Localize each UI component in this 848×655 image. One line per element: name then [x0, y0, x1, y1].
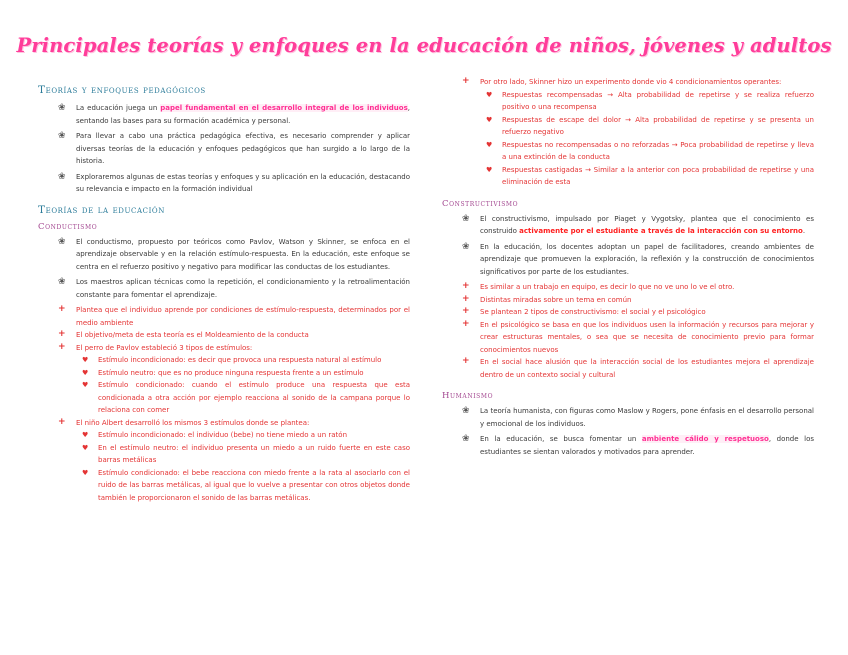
flower-bullet-icon: ❀	[58, 236, 66, 247]
plus-bullet-icon: +	[58, 416, 66, 427]
flower-bullet-icon: ❀	[58, 171, 66, 182]
list-item: + En el social hace alusión que la interacción social de los estudiantes mejora el aprendizaje dentro de un contexto social y cultural	[462, 356, 814, 379]
list-item: + El niño Albert desarrolló los mismos 3 estímulos donde se plantea:	[58, 416, 310, 427]
list-item: + El objetivo/meta de esta teoría es el Moldeamiento de la conducta	[58, 329, 309, 339]
list-item: ♥ Estímulo incondicionado: es decir que provoca una respuesta natural al estímulo	[38, 354, 410, 367]
list-item: + El perro de Pavlov estableció 3 tipos de estímulos:	[58, 341, 253, 352]
left-column	[38, 80, 410, 504]
list-item: + Distintas miradas sobre un tema en común	[462, 293, 632, 304]
subheading-conductismo: Conductismo	[38, 221, 98, 232]
right-column	[442, 76, 814, 461]
heart-bullet-icon: ♥	[82, 443, 89, 452]
list-item: + Es similar a un trabajo en equipo, es decir lo que no ve uno lo ve el otro.	[462, 281, 735, 291]
heart-bullet-icon: ♥	[82, 356, 89, 364]
list-item: ♥ Estímulo condicionado: cuando el estímulo produce una respuesta que esta condicionada a otra acción por ejemplo reacciona al sonido de la campana porque lo relaciona con comer	[82, 381, 410, 414]
page-title: Principales teorías y enfoques en la educación de niños, jóvenes y adultos	[16, 34, 832, 57]
list-item: ❀ Para llevar a cabo una práctica pedagógica efectiva, es necesario comprender y aplicar diversas teorías de la educación y enfoques pedagógicos que han surgido a lo largo de la historia.	[58, 131, 410, 165]
heart-bullet-icon: ♥	[82, 381, 89, 389]
list-item: ♥ Estímulo condicionado: el bebe reacciona con miedo frente a la rata al asociarlo con el ruido de las barras metálicas, al igual que lo vuelve a presentar con otros objetos donde también le proporcionaron el sonido de las barras metálicas.	[82, 468, 410, 502]
list-item: ❀ En la educación, se busca fomentar un ambiente cálido y respetuoso, donde los estudiantes se sientan valorados y motivados para aprender.	[462, 434, 814, 456]
list-item: ♥ Estímulo incondicionado: el individuo (bebe) no tiene miedo a un ratón	[38, 429, 410, 442]
heart-bullet-icon: ♥	[82, 431, 89, 439]
highlight: ambiente cálido y respetuoso	[641, 435, 769, 443]
list-item: + Se plantean 2 tipos de constructivismo: el social y el psicológico	[462, 306, 706, 316]
plus-bullet-icon: +	[58, 304, 66, 314]
plus-bullet-icon: +	[462, 356, 470, 366]
heart-bullet-icon: ♥	[82, 468, 89, 477]
heart-bullet-icon: ♥	[486, 115, 493, 124]
list-item: ♥ En el estímulo neutro: el individuo presenta un miedo a un ruido fuerte en este caso barras metálicas	[82, 443, 410, 464]
subheading-constructivismo: Constructivismo	[442, 198, 519, 209]
heart-bullet-icon: ♥	[486, 90, 493, 99]
plus-bullet-icon: +	[58, 341, 66, 352]
flower-bullet-icon: ❀	[462, 406, 470, 416]
list-item: ❀ En la educación, los docentes adoptan un papel de facilitadores, creando ambientes de aprendizaje que promueven la exploración, la reflexión y la construcción de conocimientos significativos por parte de los estudiantes.	[462, 241, 814, 276]
plus-bullet-icon: +	[462, 306, 470, 316]
flower-bullet-icon: ❀	[462, 213, 470, 224]
plus-bullet-icon: +	[462, 76, 470, 86]
list-item: ♥ Respuestas recompensadas → Alta probabilidad de repetirse y se realiza refuerzo positivo o una recompensa	[486, 90, 814, 111]
list-item: + Por otro lado, Skinner hizo un experimento donde vio 4 condicionamientos operantes:	[462, 76, 782, 86]
plus-bullet-icon: +	[58, 329, 66, 339]
plus-bullet-icon: +	[462, 318, 470, 329]
flower-bullet-icon: ❀	[58, 103, 66, 113]
list-item: + En el psicológico se basa en que los individuos usen la información y recursos para mejorar y crear estructuras mentales, o sea que se necesita de conocimiento previo para formar conocimientos nuevos	[462, 318, 814, 354]
heart-bullet-icon: ♥	[486, 165, 493, 174]
flower-bullet-icon: ❀	[58, 277, 66, 287]
heart-bullet-icon: ♥	[486, 140, 493, 149]
section-heading-teorias-educacion: Teorías de la educación	[38, 203, 165, 216]
highlight: activamente por el estudiante a través de la interacción con su entorno	[519, 227, 803, 235]
list-item: ♥ Estímulo neutro: que es no produce ninguna respuesta frente a un estímulo	[38, 367, 410, 380]
subheading-humanismo: Humanismo	[442, 391, 494, 401]
list-item: ♥ Respuestas castigadas → Similar a la anterior con poca probabilidad de repetirse y una eliminación de esta	[486, 165, 814, 186]
highlight: papel fundamental en el desarrollo integral de los individuos	[160, 104, 408, 112]
plus-bullet-icon: +	[462, 293, 470, 304]
plus-bullet-icon: +	[462, 281, 470, 291]
list-item: ❀ El constructivismo, impulsado por Piaget y Vygotsky, plantea que el conocimiento es construido activamente por el estudiante a través de la interacción con su entorno.	[462, 213, 814, 235]
list-item: ♥ Respuestas no recompensadas o no reforzadas → Poca probabilidad de repetirse y lleva a una extinción de la conducta	[486, 140, 814, 161]
flower-bullet-icon: ❀	[462, 434, 470, 444]
list-item: ❀ Los maestros aplican técnicas como la repetición, el condicionamiento y la retroalimentación constante para fomentar el aprendizaje.	[58, 277, 410, 299]
list-item: ❀ Exploraremos algunas de estas teorías y enfoques y su aplicación en la educación, destacando su relevancia e impacto en la formación individual	[58, 171, 410, 193]
flower-bullet-icon: ❀	[462, 241, 470, 252]
list-item: + Plantea que el individuo aprende por condiciones de estímulo-respuesta, determinados por el medio ambiente	[58, 304, 410, 327]
section-heading-teorias-enfoques: Teorías y enfoques pedagógicos	[38, 84, 206, 96]
list-item: ❀ La teoría humanista, con figuras como Maslow y Rogers, pone énfasis en el desarrollo personal y emocional de los individuos.	[462, 406, 814, 428]
list-item: ❀ El conductismo, propuesto por teóricos como Pavlov, Watson y Skinner, se enfoca en el aprendizaje observable y en la relación estímulo-respuesta. En la educación, este enfoque se centra en el refuerzo positivo y negativo para modificar las conductas de los estudiantes.	[58, 236, 410, 271]
list-item: ❀ La educación juega un papel fundamental en el desarrollo integral de los individuos, sentando las bases para su formación académica y personal.	[58, 103, 410, 125]
list-item: ♥ Respuestas de escape del dolor → Alta probabilidad de repetirse y se presenta un refuerzo negativo	[486, 115, 814, 136]
flower-bullet-icon: ❀	[58, 131, 66, 141]
heart-bullet-icon: ♥	[82, 368, 89, 377]
